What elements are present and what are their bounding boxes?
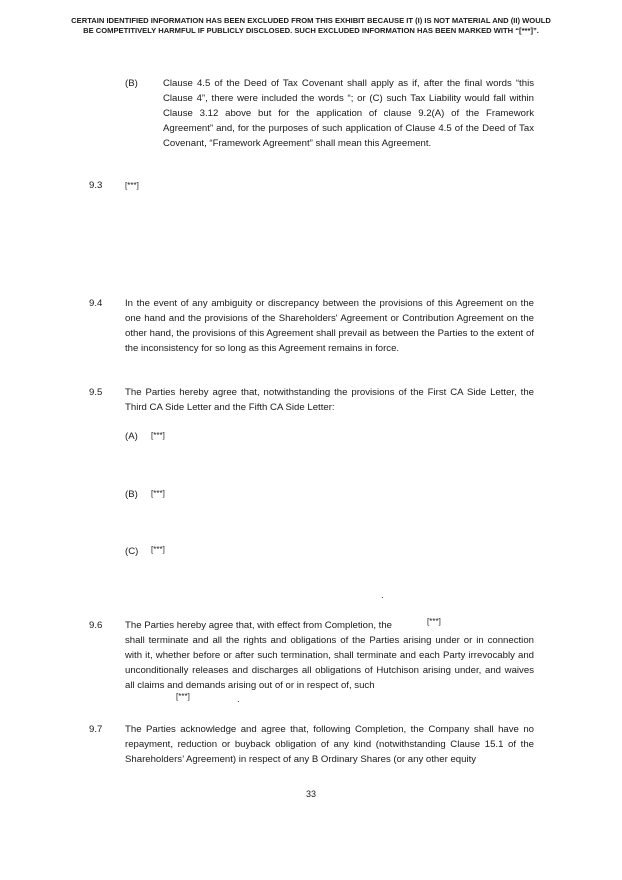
clause-9-5-c-redacted: [***]	[151, 545, 165, 554]
clause-9-5-b-redacted: [***]	[151, 489, 165, 498]
clause-b-text: Clause 4.5 of the Deed of Tax Covenant shall apply as if, after the final words “this Clause 4”, there were included the words “; or (C) such Tax Liability would fall within Clause 3.12 above but for the application of clause 9.2(A) of the Framework Agreement” and, for the purposes of such application of Clause 4.5 of the Deed of Tax Covenant, “Framework Agreement” shall mean this Agreement.	[163, 78, 534, 149]
clause-9-5-text: The Parties hereby agree that, notwithstanding the provisions of the First CA Side Letter, the Third CA Side Letter and the Fifth CA Side Letter:	[125, 387, 534, 413]
clause-9-6-redacted-1: [***]	[427, 617, 441, 626]
clause-9-6-first-line: The Parties hereby agree that, with effect from Completion, the	[125, 620, 392, 631]
clause-9-6-number: 9.6	[89, 620, 103, 631]
confidentiality-header	[40, 16, 582, 36]
clause-9-5-a-label: (A)	[125, 431, 138, 442]
clause-9-6-text: shall terminate and all the rights and obligations of the Parties arising under or in connection with it, whether before or after such termination, shall terminate and each Party irrevocably and unconditionally releases and discharges all obligations of Hutchison arising under, and waives all claims and demands arising out of or in respect of, such	[125, 635, 534, 691]
clause-9-4-number: 9.4	[89, 298, 103, 309]
header-line-1: CERTAIN IDENTIFIED INFORMATION HAS BEEN EXCLUDED FROM THIS EXHIBIT BECAUSE IT (I) IS NOT MATERIAL AND (II) WOULD	[71, 16, 551, 25]
clause-9-5-b-label: (B)	[125, 489, 138, 500]
header-line-2: BE COMPETITIVELY HARMFUL IF PUBLICLY DISCLOSED. SUCH EXCLUDED INFORMATION HAS BEEN MARKED WITH “[***]”.	[83, 26, 539, 35]
clause-9-5-a-redacted: [***]	[151, 431, 165, 440]
clause-9-6-end-dot: .	[237, 694, 240, 705]
clause-9-4-text: In the event of any ambiguity or discrepancy between the provisions of this Agreement on the one hand and the provisions of the Shareholders' Agreement or Contribution Agreement on the other hand, the provisions of this Agreement shall prevail as between the Parties to the extent of the inconsistency for so long as this Agreement remains in force.	[125, 298, 534, 354]
clause-9-5-c-label: (C)	[125, 546, 139, 557]
clause-b-label: (B)	[125, 78, 138, 89]
clause-9-3-number: 9.3	[89, 180, 103, 191]
clause-9-5-trailing-dot: .	[381, 590, 384, 601]
clause-9-7-text: The Parties acknowledge and agree that, following Completion, the Company shall have no repayment, reduction or buyback obligation of any kind (notwithstanding Clause 15.1 of the Shareholders’ Agreement) in respect of any B Ordinary Shares (or any other equity	[125, 724, 534, 765]
page-number: 33	[305, 789, 316, 799]
clause-9-3-redacted: [***]	[125, 181, 139, 190]
clause-9-5-number: 9.5	[89, 387, 103, 398]
clause-9-6-redacted-2: [***]	[176, 692, 190, 701]
clause-9-7-number: 9.7	[89, 724, 103, 735]
